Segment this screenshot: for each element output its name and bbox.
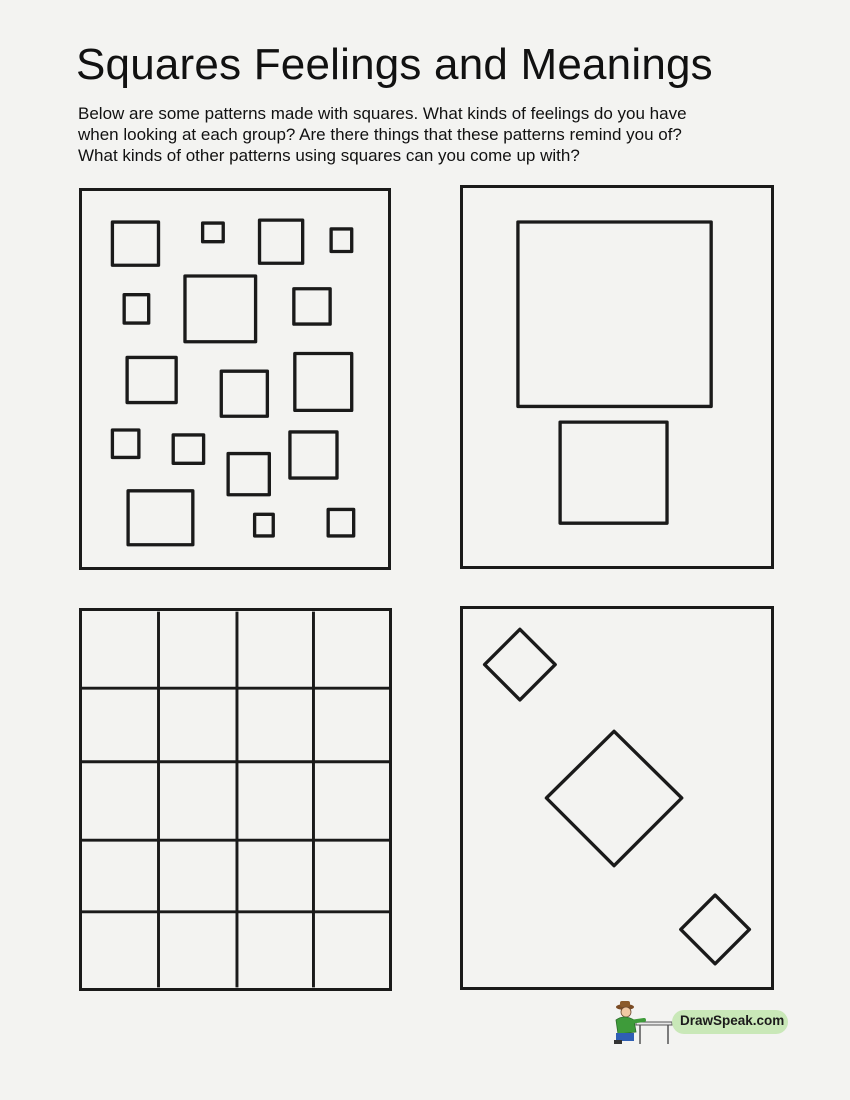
square xyxy=(294,289,330,324)
square xyxy=(203,223,224,242)
square xyxy=(260,220,303,263)
panel-two-large-squares xyxy=(460,185,774,569)
intro-line-3: What kinds of other patterns using squares can you come up with? xyxy=(78,146,580,165)
rotated-diamonds-drawing xyxy=(463,609,771,987)
square xyxy=(328,509,353,535)
intro-text xyxy=(78,103,798,166)
logo-text: DrawSpeak.com xyxy=(680,1013,785,1028)
square xyxy=(128,491,193,545)
diamond xyxy=(546,731,681,865)
square xyxy=(290,432,337,478)
intro-line-2: when looking at each group? Are there things that these patterns remind you of? xyxy=(78,125,682,144)
square xyxy=(560,422,667,523)
square xyxy=(124,295,149,323)
square xyxy=(173,435,203,463)
square xyxy=(331,229,352,252)
drawspeak-logo[interactable] xyxy=(610,998,790,1046)
square xyxy=(228,454,269,495)
square xyxy=(112,430,138,457)
square xyxy=(518,222,711,406)
intro-line-1: Below are some patterns made with squares. What kinds of feelings do you have xyxy=(78,104,687,123)
artist-drawing-icon xyxy=(610,998,674,1046)
square xyxy=(185,276,256,342)
panel-scattered-squares xyxy=(79,188,391,570)
scattered-squares-drawing xyxy=(82,191,388,567)
panel-rotated-diamonds xyxy=(460,606,774,990)
two-large-squares-drawing xyxy=(463,188,771,566)
diamond xyxy=(485,629,556,700)
square xyxy=(127,357,176,402)
panel-grid-of-squares xyxy=(79,608,392,991)
diamond xyxy=(681,895,750,964)
square xyxy=(112,222,158,265)
square xyxy=(221,371,267,416)
square xyxy=(295,354,352,411)
grid-of-squares-drawing xyxy=(82,611,389,988)
page-title: Squares Feelings and Meanings xyxy=(76,40,713,89)
square xyxy=(255,514,274,536)
